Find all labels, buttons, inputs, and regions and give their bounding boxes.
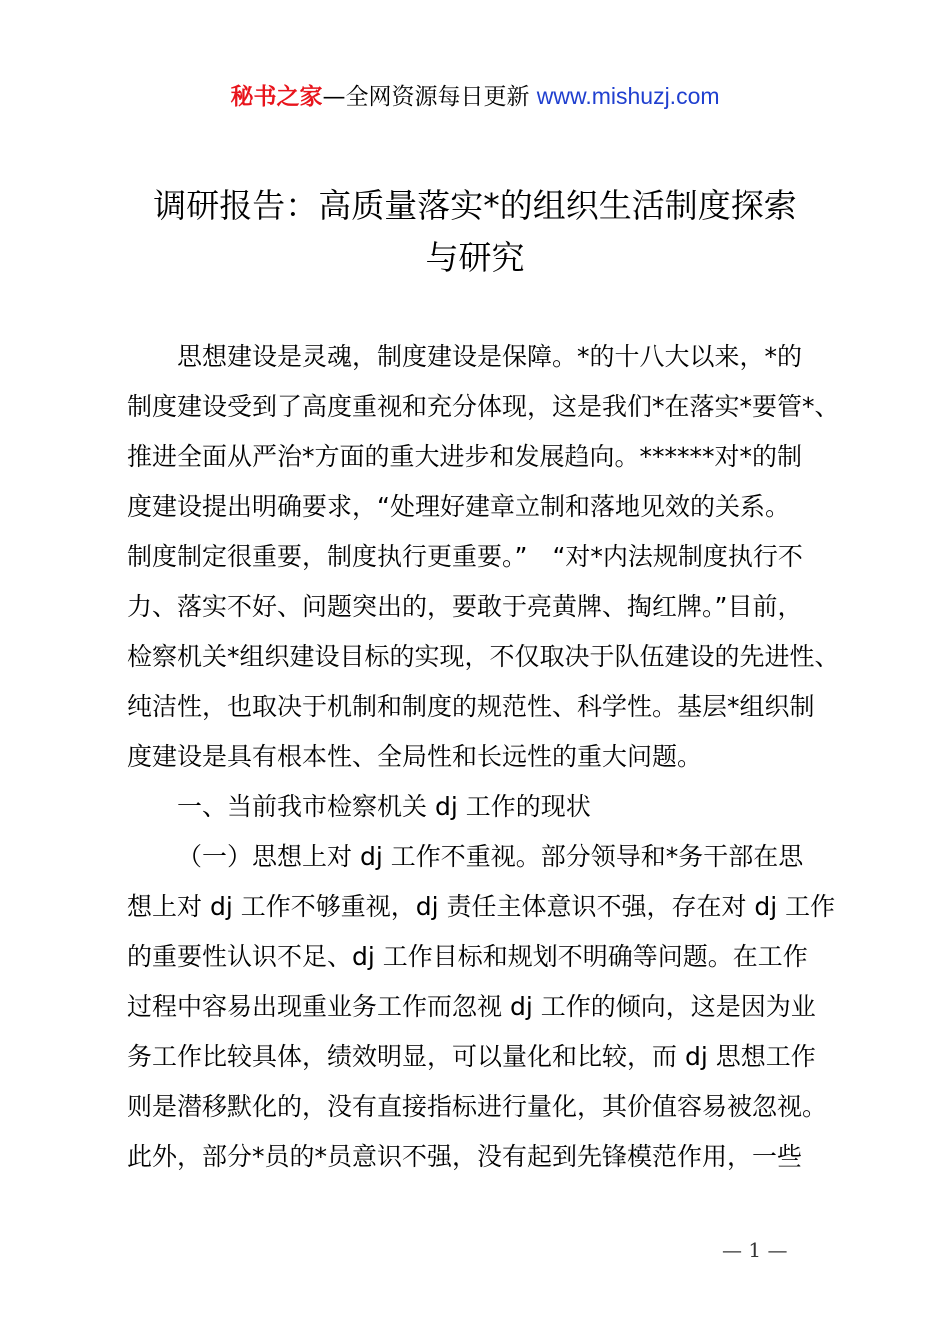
paragraph-line: 思想建设是灵魂，制度建设是保障。*的十八大以来，*的 (177, 342, 803, 371)
title-line-1: 调研报告：高质量落实*的组织生活制度探索 (153, 186, 797, 225)
site-banner (0, 80, 950, 113)
paragraph-line: 的重要性认识不足、dj 工作目标和规划不明确等问题。在工作 (127, 942, 808, 971)
paragraph-line: 纯洁性，也取决于机制和制度的规范性、科学性。基层*组织制 (127, 692, 815, 721)
section-heading: 一、当前我市检察机关 dj 工作的现状 (177, 792, 591, 821)
paragraph-line: 推进全面从严治*方面的重大进步和发展趋向。******对*的制 (127, 442, 803, 471)
paragraph-line: 制度制定很重要，制度执行更重要。” “对*内法规制度执行不 (127, 542, 803, 571)
document-title (110, 180, 840, 284)
document-body (127, 332, 847, 1182)
paragraph-line: 度建设提出明确要求，“处理好建章立制和落地见效的关系。 (127, 492, 790, 521)
site-url-link[interactable]: www.mishuzj.com (536, 83, 720, 109)
paragraph-line: 检察机关*组织建设目标的实现，不仅取决于队伍建设的先进性、 (127, 642, 840, 671)
title-line-2: 与研究 (425, 238, 525, 277)
paragraph-line: 度建设是具有根本性、全局性和长远性的重大问题。 (127, 742, 703, 771)
paragraph-line: 此外，部分*员的*员意识不强，没有起到先锋模范作用，一些 (127, 1142, 803, 1171)
paragraph-line: 则是潜移默化的，没有直接指标进行量化，其价值容易被忽视。 (127, 1092, 828, 1121)
brand-name: 秘书之家 (230, 84, 323, 110)
paragraph-line: 制度建设受到了高度重视和充分体现，这是我们*在落实*要管*、 (127, 392, 840, 421)
paragraph-line: 想上对 dj 工作不够重视，dj 责任主体意识不强，存在对 dj 工作 (127, 892, 836, 921)
paragraph-line: 务工作比较具体，绩效明显，可以量化和比较，而 dj 思想工作 (127, 1042, 816, 1071)
paragraph-line: 过程中容易出现重业务工作而忽视 dj 工作的倾向，这是因为业 (127, 992, 816, 1021)
page-number: — 1 — (722, 1238, 788, 1262)
paragraph-line: 力、落实不好、问题突出的，要敢于亮黄牌、掏红牌。”目前， (127, 592, 803, 621)
paragraph-line: （一）思想上对 dj 工作不重视。部分领导和*务干部在思 (177, 842, 804, 871)
banner-tagline: —全网资源每日更新 (322, 84, 530, 110)
